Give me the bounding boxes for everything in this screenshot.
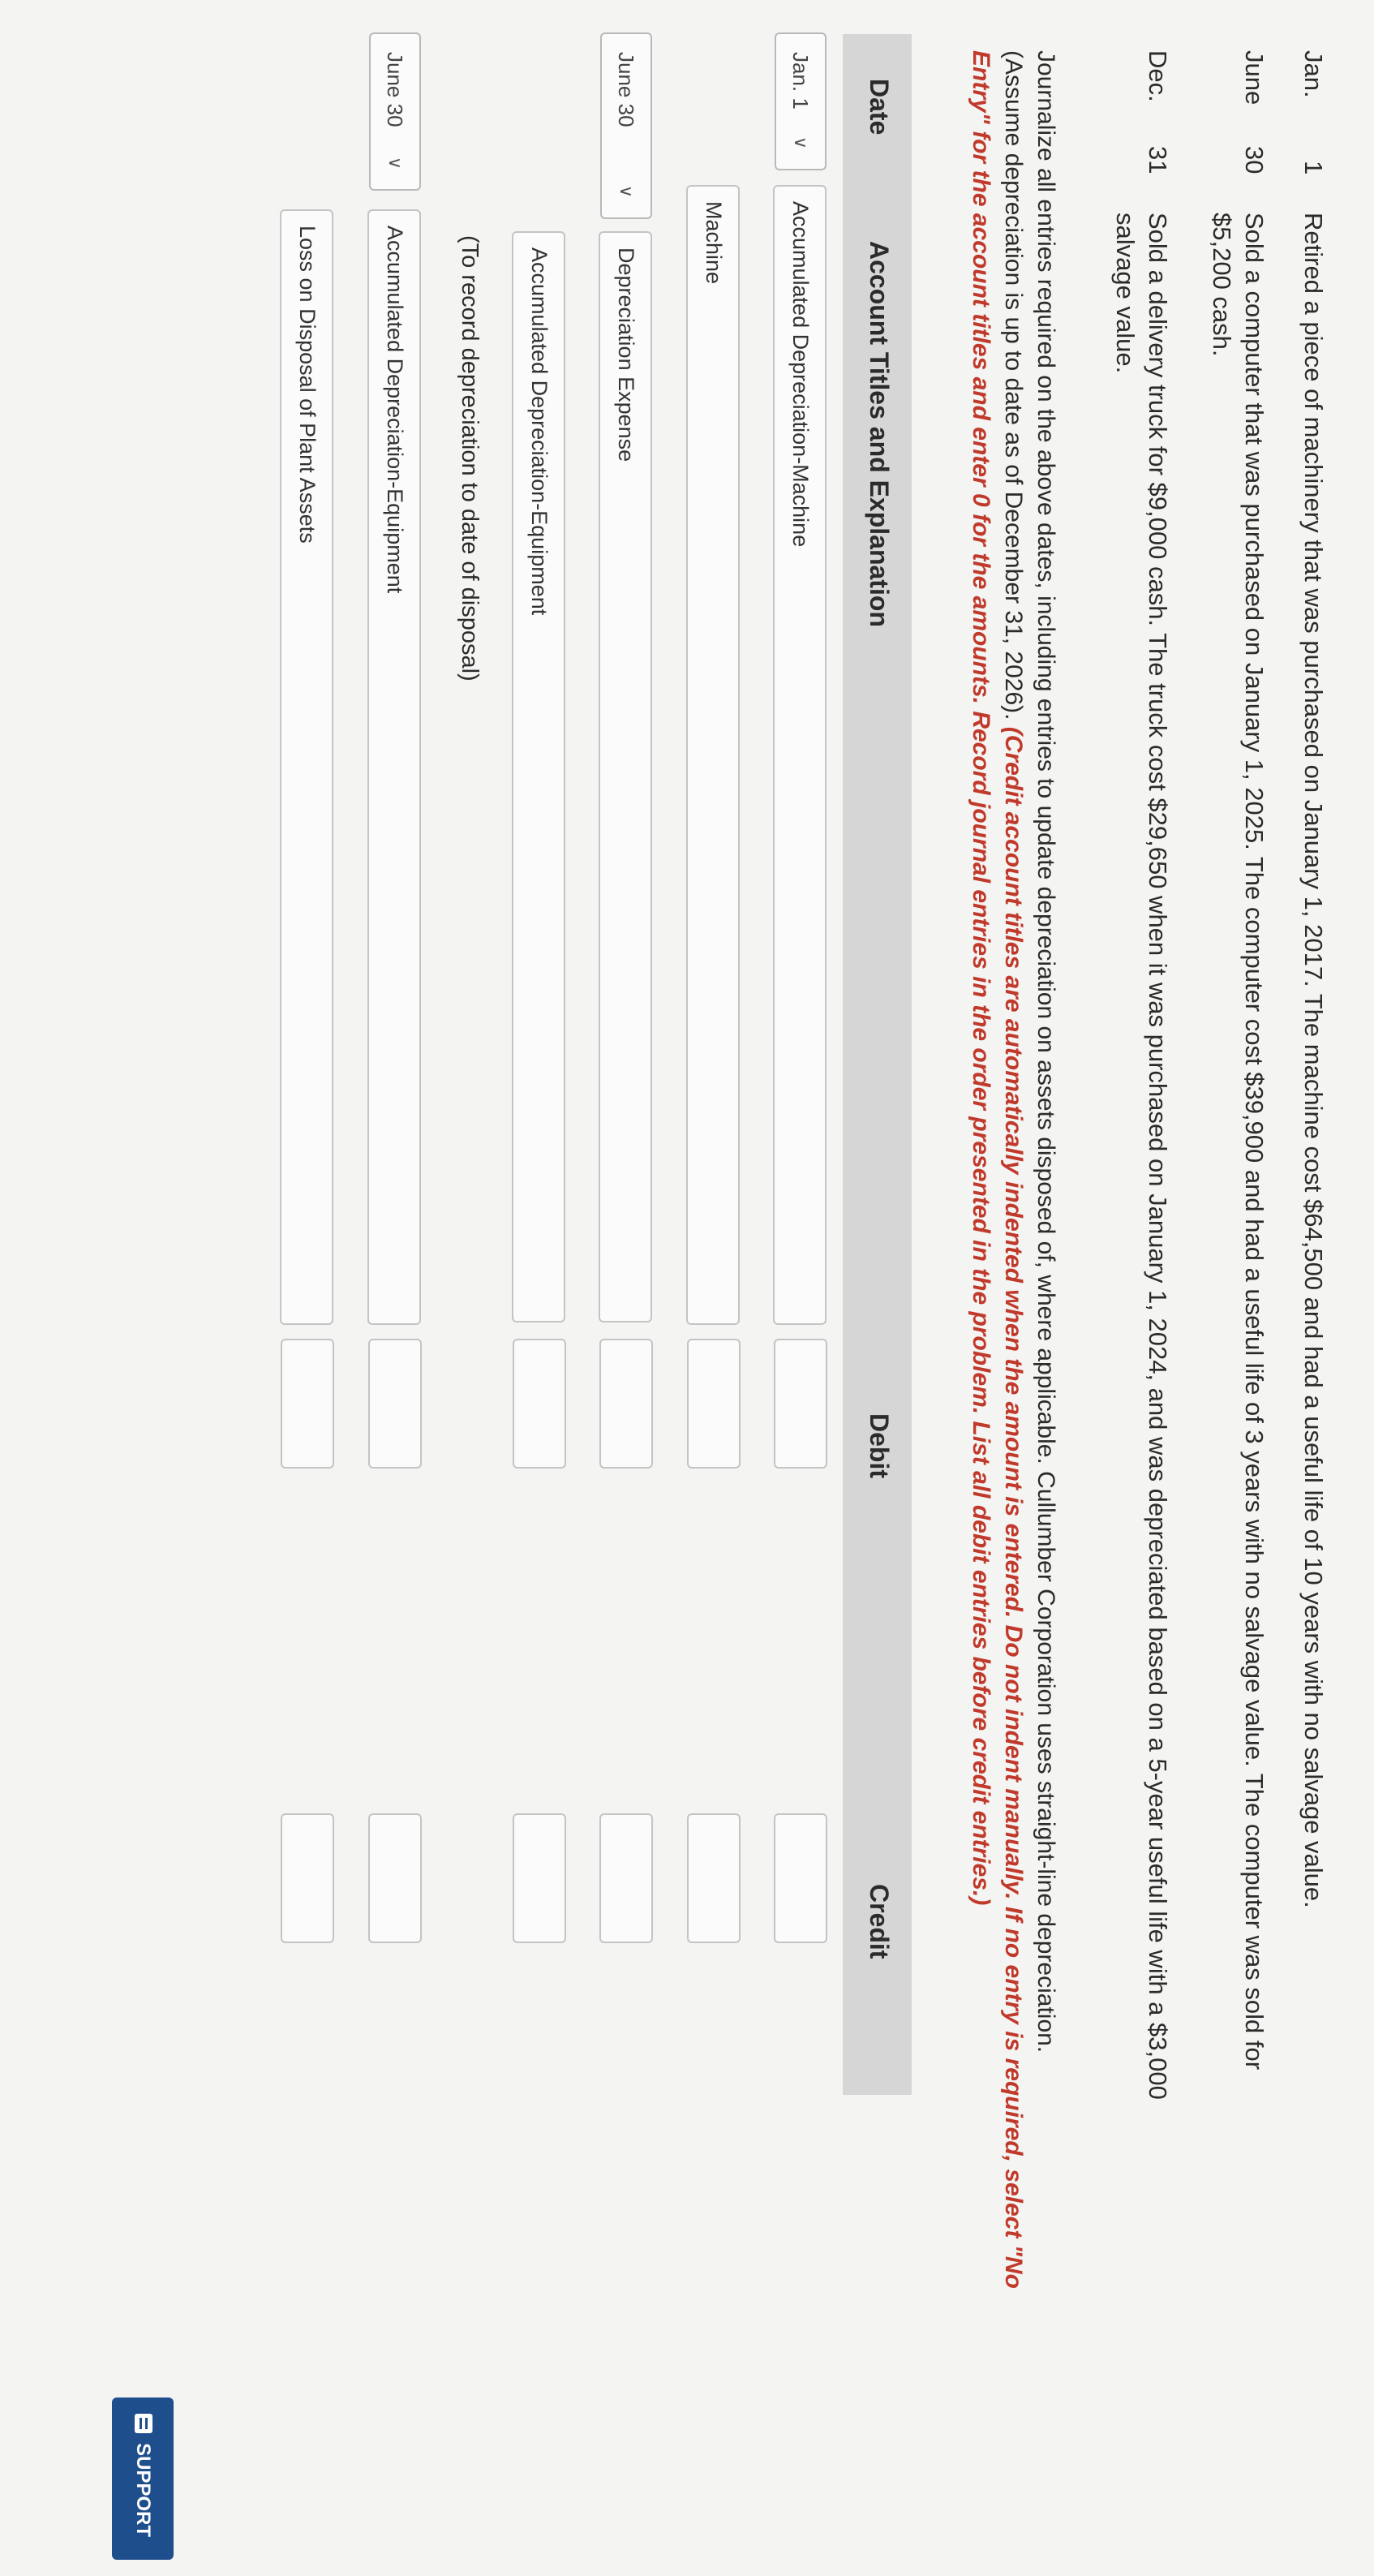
instructions-line1: Journalize all entries required on the above dates, including entries to update depreciation on assets disposed of, where applicable. Cullumber Corporation uses straight-line depreciation.	[1033, 50, 1059, 2053]
debit-input-row6[interactable]	[281, 1339, 334, 1469]
account-input-row4[interactable]: Accumulated Depreciation-Equipment	[512, 231, 565, 1322]
header-date: Date	[865, 79, 894, 135]
support-list-icon	[135, 2414, 152, 2433]
date-select-row5[interactable]	[369, 32, 421, 191]
chevron-down-icon: ∨	[616, 184, 637, 198]
date-value: June 30	[614, 52, 638, 127]
chevron-down-icon: ∨	[385, 156, 406, 170]
debit-input-row2[interactable]	[687, 1339, 741, 1469]
txn2-text-line1: Sold a computer that was purchased on January 1, 2025. The computer cost $39,900 and had a useful life of 3 years with no salvage value. The computer was sold for	[1240, 213, 1269, 2071]
account-input-row1[interactable]: Accumulated Depreciation-Machine	[773, 185, 827, 1325]
txn3-text-line1: Sold a delivery truck for $9,000 cash. The truck cost $29,650 when it was purchased on January 1, 2024, and was depreciated based on a 5-year useful life with a $3,000	[1144, 213, 1172, 2100]
account-input-row2[interactable]: Machine	[686, 185, 740, 1325]
instructions-line2-normal: (Assume depreciation is up to date as of December 31, 2026).	[1000, 50, 1027, 727]
date-select-row3[interactable]	[600, 32, 652, 219]
txn3-text-line2: salvage value.	[1111, 213, 1140, 374]
debit-input-row1[interactable]	[774, 1339, 827, 1469]
credit-input-row2[interactable]	[687, 1813, 741, 1943]
header-debit: Debit	[865, 1413, 894, 1478]
date-value: June 30	[383, 52, 407, 127]
txn1-day: 1	[1299, 161, 1328, 175]
account-input-row3[interactable]: Depreciation Expense	[599, 231, 652, 1322]
txn3-month: Dec.	[1144, 50, 1172, 102]
credit-input-row5[interactable]	[368, 1813, 422, 1943]
debit-input-row3[interactable]	[599, 1339, 653, 1469]
txn1-month: Jan.	[1299, 50, 1328, 98]
credit-input-row6[interactable]	[281, 1813, 334, 1943]
txn2-month: June	[1240, 50, 1269, 105]
debit-input-row5[interactable]	[368, 1339, 422, 1469]
instructions-line2	[997, 50, 1029, 2289]
txn2-text-line2: $5,200 cash.	[1208, 213, 1236, 357]
chevron-down-icon: ∨	[791, 135, 811, 149]
table-header	[843, 34, 912, 2095]
instructions-line2-emphasis: (Credit account titles are automatically indented when the amount is entered. Do not indent manually. If no entry is required, select "No	[1000, 726, 1027, 2289]
account-input-row5[interactable]: Accumulated Depreciation-Equipment	[367, 209, 421, 1325]
credit-input-row3[interactable]	[599, 1813, 653, 1943]
support-button[interactable]	[112, 2398, 174, 2560]
credit-input-row4[interactable]	[513, 1813, 566, 1943]
date-select-row1[interactable]	[775, 32, 827, 170]
instructions-line3: Entry" for the account titles and enter 0 for the amounts. Record journal entries in the order presented in the problem. List all debit entries before credit entries.)	[968, 50, 994, 1906]
debit-input-row4[interactable]	[513, 1339, 566, 1469]
header-account: Account Titles and Explanation	[865, 241, 894, 627]
txn2-day: 30	[1240, 146, 1269, 174]
header-credit: Credit	[865, 1884, 894, 1959]
date-value: Jan. 1	[788, 52, 813, 110]
account-input-row6[interactable]: Loss on Disposal of Plant Assets	[280, 209, 333, 1325]
txn1-text: Retired a piece of machinery that was purchased on January 1, 2017. The machine cost $64,500 and had a useful life of 10 years with no salvage value.	[1299, 213, 1328, 1908]
support-label: SUPPORT	[132, 2443, 154, 2538]
credit-input-row1[interactable]	[774, 1813, 827, 1943]
entry-explanation-note: (To record depreciation to date of disposal)	[457, 235, 483, 682]
txn3-day: 31	[1144, 146, 1172, 174]
